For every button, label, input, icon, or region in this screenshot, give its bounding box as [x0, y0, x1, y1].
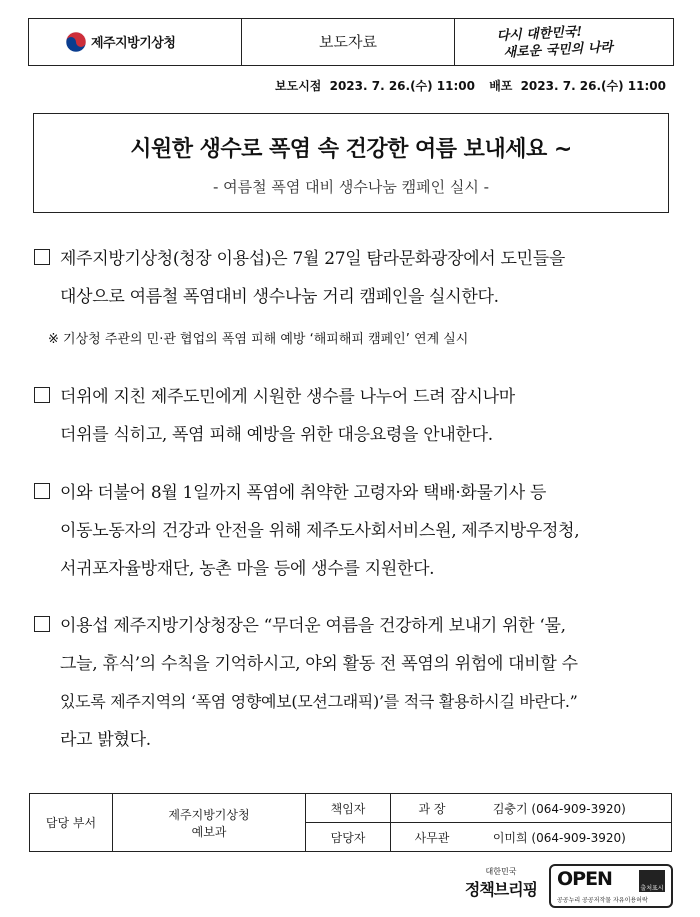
dept-name-line-1: 제주지방기상청: [168, 807, 250, 822]
slogan-line-1: 다시 대한민국!: [496, 24, 583, 45]
page-subtitle: - 여름철 폭염 대비 생수나눔 캠페인 실시 -: [212, 178, 490, 196]
policy-briefing-logo: [460, 866, 542, 900]
distribution-time: 2023. 7. 26.(수) 11:00: [520, 79, 666, 93]
paragraph-line: 서귀포자율방재단, 농촌 마을 등에 생수를 지원한다.: [60, 559, 435, 579]
slogan-line-2: 새로운 국민의 나라: [503, 39, 614, 61]
paragraph-line: 있도록 제주지역의 ‘폭염 영향예보(모션그래픽)’를 적극 활용하시길 바란다.”: [60, 692, 578, 711]
paragraph-line: 라고 밝혔다.: [60, 730, 151, 750]
manager-label: 책임자: [306, 794, 391, 823]
paragraph-line: 이동노동자의 건강과 안전을 위해 제주도사회서비스원, 제주지방우정청,: [60, 521, 580, 541]
paragraph-line: 더위를 식히고, 폭염 피해 예방을 위한 대응요령을 안내한다.: [60, 425, 493, 445]
paragraph-line: 이와 더불어 8월 1일까지 폭염에 취약한 고령자와 택배·화물기사 등: [60, 483, 547, 503]
distribution-label: 배포: [489, 79, 513, 93]
paragraph-line: 이용섭 제주지방기상청장은 “무더운 여름을 건강하게 보내기 위한 ‘물,: [60, 616, 566, 636]
embargo-label: 보도시점: [275, 79, 322, 93]
policy-logo-big: 정책브리핑: [464, 880, 538, 899]
agency-logo-cell: [29, 19, 242, 65]
paragraph-3: [34, 474, 674, 588]
embargo-time: 2023. 7. 26.(수) 11:00: [329, 79, 476, 93]
open-caption: 공공누리 공공저작물 자유이용허락: [557, 897, 648, 904]
dept-name: [113, 794, 306, 852]
paragraph-line: 대상으로 여름철 폭염대비 생수나눔 거리 캠페인을 실시한다.: [60, 287, 499, 307]
attribution-icon: [639, 870, 665, 892]
release-time: [271, 77, 666, 94]
open-badge-text: 출처표시: [640, 885, 664, 892]
paragraph-1: [34, 240, 674, 316]
government-emblem-icon: [65, 31, 87, 53]
paragraph-line: 그늘, 휴식’의 수칙을 기억하시고, 야외 활동 전 폭염의 위험에 대비할 수: [60, 654, 578, 674]
staff-label: 담당자: [306, 823, 391, 852]
open-license-logo: [549, 864, 673, 908]
staff-info: 이미희 (064-909-3920): [492, 830, 626, 845]
page-title: 시원한 생수로 폭염 속 건강한 여름 보내세요 ~: [130, 137, 572, 162]
title-box: [33, 113, 669, 213]
paragraph-4: [34, 607, 674, 759]
slogan: [496, 22, 613, 62]
manager-contact: [391, 794, 672, 823]
contact-table: [29, 793, 672, 852]
doc-type: 보도자료: [242, 19, 455, 65]
manager-info: 김충기 (064-909-3920): [492, 801, 626, 816]
checkbox-bullet-icon: [34, 387, 50, 403]
checkbox-bullet-icon: [34, 616, 50, 632]
paragraph-line: 제주지방기상청(청장 이용섭)은 7월 27일 탐라문화광장에서 도민들을: [60, 249, 566, 269]
paragraph-2: [34, 378, 674, 454]
policy-logo-small: 대한민국: [485, 867, 517, 876]
note: ※ 기상청 주관의 민·관 협업의 폭염 피해 예방 ‘해피해피 캠페인’ 연계 실시: [48, 332, 469, 347]
open-word: OPEN: [557, 868, 612, 890]
paragraph-line: 더위에 지친 제주도민에게 시원한 생수를 나누어 드려 잠시나마: [60, 387, 515, 407]
staff-title: 사무관: [414, 830, 450, 845]
staff-contact: [391, 823, 672, 852]
agency-name: 제주지방기상청: [91, 36, 176, 51]
checkbox-bullet-icon: [34, 483, 50, 499]
dept-name-line-2: 예보과: [191, 824, 227, 839]
manager-title: 과 장: [418, 801, 446, 816]
dept-label: 담당 부서: [30, 794, 113, 852]
checkbox-bullet-icon: [34, 249, 50, 265]
document-header: [28, 18, 674, 66]
slogan-cell: [455, 19, 673, 65]
